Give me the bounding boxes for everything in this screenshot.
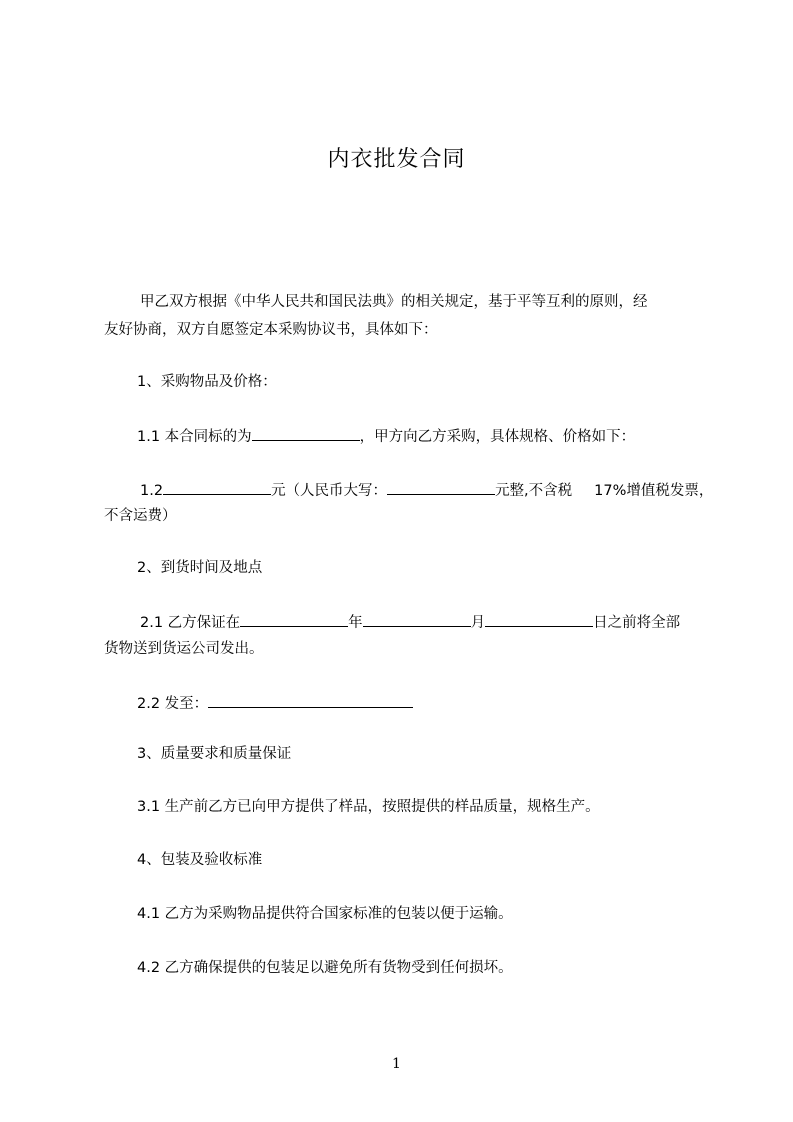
intro-line-2: 友好协商，双方自愿签定本采购协议书，具体如下： [104, 322, 438, 338]
clause-1-2-mid2: 元整,不含税 [495, 483, 573, 499]
document-title: 内衣批发合同 [327, 147, 466, 172]
intro-line-1: 甲乙双方根据《中华人民共和国民法典》的相关规定，基于平等互利的原则，经 [140, 294, 648, 310]
clause-2-1-prefix: 2.1 乙方保证在 [140, 615, 241, 631]
clause-1-1 [137, 425, 635, 447]
blank-amount-words [387, 479, 495, 495]
section-2-heading: 2、到货时间及地点 [137, 560, 263, 576]
blank-year [240, 611, 348, 627]
blank-subject [252, 425, 360, 441]
section-3-heading: 3、质量要求和质量保证 [137, 746, 292, 762]
clause-3-1: 3.1 生产前乙方已向甲方提供了样品，按照提供的样品质量，规格生产。 [137, 799, 600, 815]
clause-1-2-line-2: 不含运费） [104, 508, 177, 524]
section-4-heading: 4、包装及验收标准 [137, 852, 263, 868]
clause-1-1-suffix: ，甲方向乙方采购，具体规格、价格如下： [359, 429, 636, 445]
blank-day [485, 611, 593, 627]
clause-2-1-suffix: 日之前将全部 [593, 615, 681, 631]
clause-1-1-prefix: 1.1 本合同标的为 [137, 429, 252, 445]
clause-1-2-prefix: 1.2 [140, 483, 164, 499]
clause-2-1-line-2: 货物送到货运公司发出。 [104, 641, 264, 657]
blank-amount [163, 479, 271, 495]
clause-2-1 [140, 611, 680, 633]
section-1-heading: 1、采购物品及价格： [137, 374, 277, 390]
blank-month [363, 611, 471, 627]
blank-destination [208, 692, 413, 708]
page-number: 1 [392, 1056, 401, 1072]
clause-1-2 [140, 479, 713, 501]
clause-2-2 [137, 692, 413, 714]
clause-4-2: 4.2 乙方确保提供的包装足以避免所有货物受到任何损坏。 [137, 960, 513, 976]
clause-1-2-mid1: 元（人民币大写： [271, 483, 388, 499]
clause-2-1-year: 年 [348, 615, 363, 631]
clause-2-1-month: 月 [470, 615, 486, 631]
clause-2-2-prefix: 2.2 发至： [137, 696, 209, 712]
clause-1-2-tax: 17%增值税发票， [594, 483, 714, 499]
clause-4-1: 4.1 乙方为采购物品提供符合国家标准的包装以便于运输。 [137, 906, 513, 922]
